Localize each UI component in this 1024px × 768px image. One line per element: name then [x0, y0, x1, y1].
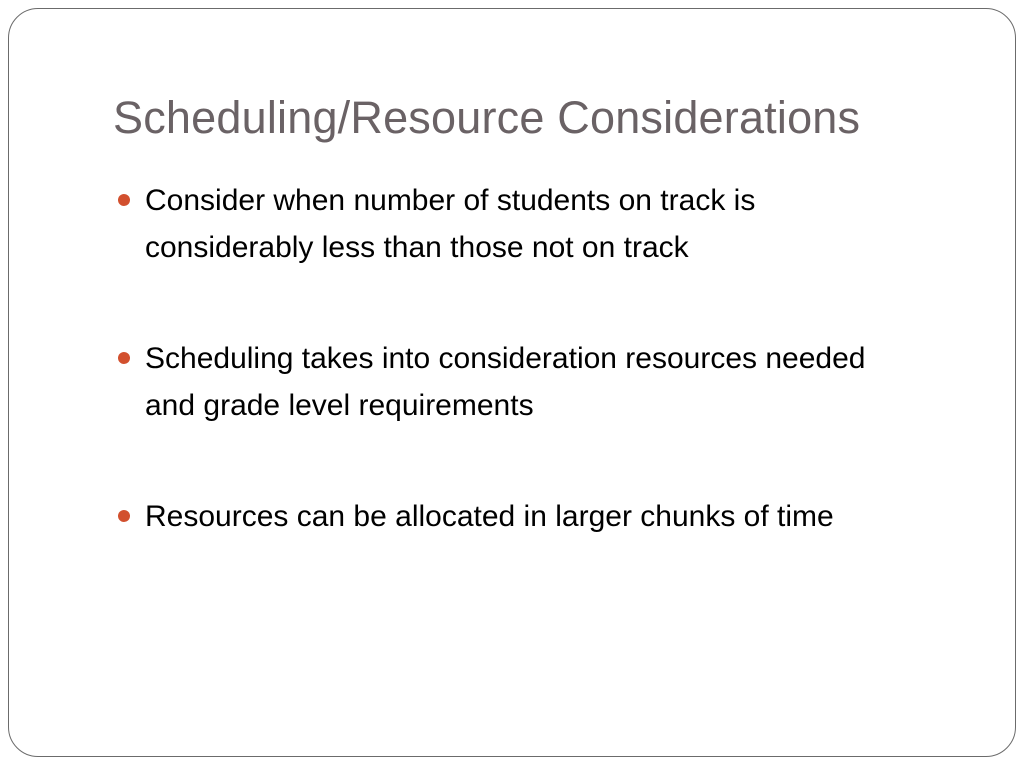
bullet-text: Resources can be allocated in larger chunks of time — [145, 500, 834, 533]
slide-frame — [8, 8, 1016, 757]
bullet-item — [115, 493, 915, 540]
bullet-dot-icon — [118, 352, 130, 364]
bullet-dot-icon — [118, 510, 130, 522]
bullet-list — [115, 177, 915, 604]
bullet-text: Consider when number of students on track is considerably less than those not on track — [145, 184, 756, 264]
bullet-item — [115, 335, 915, 429]
bullet-dot-icon — [118, 194, 130, 206]
slide-title: Scheduling/Resource Considerations — [113, 92, 861, 143]
bullet-item — [115, 177, 915, 271]
bullet-text: Scheduling takes into consideration resources needed and grade level requirements — [145, 342, 866, 422]
